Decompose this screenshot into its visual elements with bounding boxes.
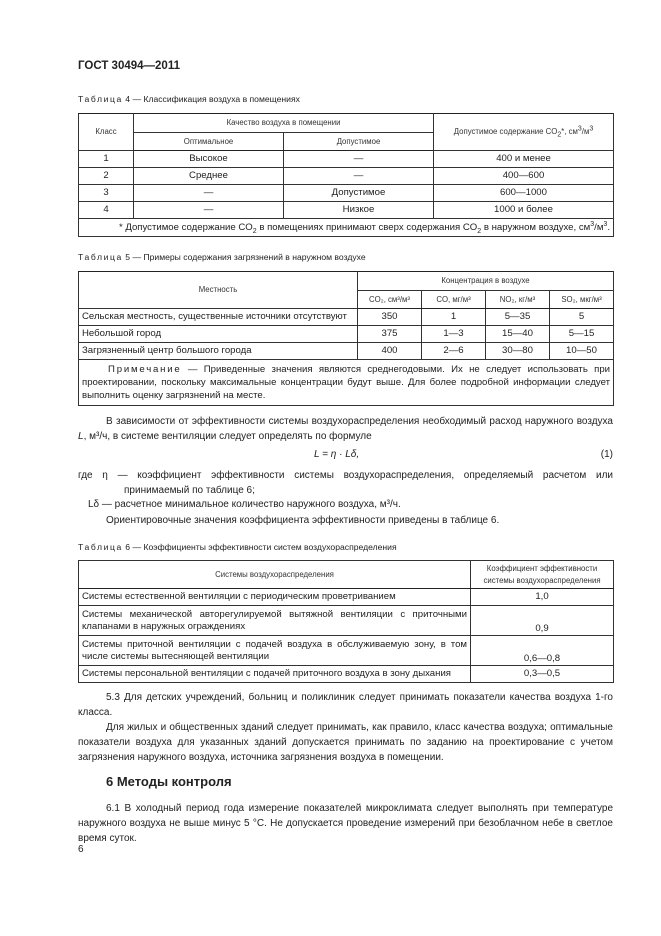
paragraph-table6-ref: Ориентировочные значения коэффициента эффективности приведены в таблице 6. (106, 515, 500, 526)
paragraph-5-3: 5.3 Для детских учреждений, больниц и поликлиник следует принимать показатели качества воздуха 1-го класса. (78, 692, 613, 718)
header-co: CO, мг/м³ (422, 291, 486, 309)
caption-label: Таблица (78, 252, 123, 262)
caption-text: 5 — Примеры содержания загрязнений в наружном воздухе (122, 252, 366, 262)
where-l-delta: Lδ — расчетное минимальное количество наружного воздуха, м³/ч. (88, 499, 401, 510)
header-concentration: Концентрация в воздухе (358, 272, 614, 291)
table5-note: Примечание — Приведенные значения являются среднегодовыми. Их не следует использовать при проектировании, поскольку максимальные концентрации будут выше. Для более подробной информации следует выполнить оценку загрязнений на месте. (79, 360, 614, 406)
table-row: Системы механической авторегулируемой вытяжной вентиляции с приточными клапанами в наружных ограждениях 0,9 (79, 606, 614, 636)
paragraph-6-1: 6.1 В холодный период года измерение показателей микроклимата следует выполнять при температуре наружного воздуха не выше минус 5 °С. Не допускается проведение измерений при безоблачном небе в светлое время суток. (78, 803, 613, 844)
table4-caption (78, 94, 300, 104)
header-optimal: Оптимальное (134, 133, 284, 151)
header-so2: SO₂, мкг/м³ (550, 291, 614, 309)
table6-caption (78, 542, 397, 552)
caption-text: 4 — Классификация воздуха в помещениях (122, 94, 300, 104)
paragraph-formula-intro: В зависимости от эффективности системы воздухораспределения необходимый расход наружного воздуха L, м³/ч, в системе вентиляции следует определять по формуле (78, 416, 613, 442)
header-no2: NO₂, кг/м³ (486, 291, 550, 309)
table-row: Системы приточной вентиляции с подачей воздуха в обслуживаемую зону, в том числе системы вытесняющей вентиляции 0,6—0,8 (79, 636, 614, 666)
table5-caption (78, 252, 366, 262)
table-row: Системы персональной вентиляции с подачей приточного воздуха в зону дыхания 0,3—0,5 (79, 666, 614, 683)
table6-efficiency (78, 560, 614, 683)
header-class: Класс (79, 114, 134, 151)
header-allowed: Допустимое (284, 133, 434, 151)
table-row: 3 — Допустимое 600—1000 (79, 185, 614, 202)
table-row: Сельская местность, существенные источники отсутствуют 350 1 5—35 5 (79, 309, 614, 326)
caption-label: Таблица (78, 94, 123, 104)
caption-label: Таблица (78, 542, 123, 552)
section-heading: 6 Методы контроля (106, 774, 232, 789)
table4-air-classification (78, 113, 614, 237)
table-row: 1 Высокое — 400 и менее (79, 151, 614, 168)
page-number: 6 (78, 844, 84, 855)
document-header: ГОСТ 30494—2011 (78, 60, 180, 72)
table-row: Загрязненный центр большого города 400 2—6 30—80 10—50 (79, 343, 614, 360)
table-row: 4 — Низкое 1000 и более (79, 202, 614, 219)
header-quality: Качество воздуха в помещении (134, 114, 434, 133)
table5-outdoor-pollution (78, 271, 614, 406)
formula-expression: L = η · Lδ, (314, 449, 360, 460)
table-row: 2 Среднее — 400—600 (79, 168, 614, 185)
table4-footnote: * Допустимое содержание $CO_2$ в помещениях принимают сверх содержания $CO_2$ в наружном воздухе, $см^3/м^3$. (79, 219, 614, 237)
caption-text: 6 — Коэффициенты эффективности систем воздухораспределения (122, 542, 397, 552)
where-eta: где η — коэффициент эффективности системы воздухораспределения, определяемый расчетом или принимаемый по таблице 6; (78, 470, 613, 496)
header-place: Местность (79, 272, 358, 309)
table-row: Небольшой город 375 1—3 15—40 5—15 (79, 326, 614, 343)
paragraph-residential: Для жилых и общественных зданий следует принимать, как правило, класс качества воздуха; оптимальные показатели воздуха для указанных зданий допускается принимать по заданию на проектирование с учетом загрязнения наружного воздуха, источника загрязнения воздуха в помещении. (78, 722, 613, 763)
header-co2: Допустимое содержание $CO_2*$, $см^3/м^3$ (434, 114, 614, 151)
header-co2: CO₂, см³/м³ (358, 291, 422, 309)
formula-number: (1) (600, 449, 613, 460)
header-coefficient: Коэффициент эффективности системы воздухораспределения (471, 561, 614, 589)
table-row: Системы естественной вентиляции с периодическим проветриванием 1,0 (79, 589, 614, 606)
header-systems: Системы воздухораспределения (79, 561, 471, 589)
